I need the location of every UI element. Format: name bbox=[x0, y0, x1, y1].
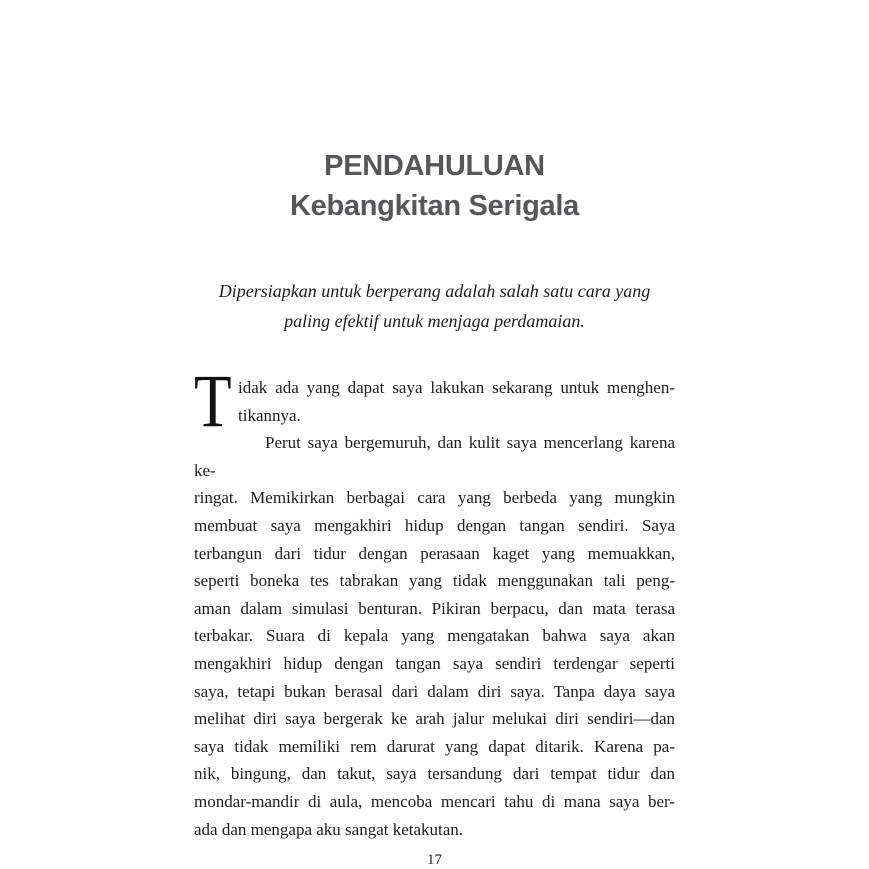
text-line: paling efektif untuk menjaga perdamaian. bbox=[284, 311, 585, 331]
text-line: tikannya. bbox=[238, 405, 301, 425]
text-line: idak ada yang dapat saya lakukan sekarang untuk menghen- bbox=[238, 378, 675, 397]
text-line: seperti boneka tes tabrakan yang tidak menggunakan tali peng- bbox=[194, 571, 675, 591]
chapter-title: Kebangkitan Serigala bbox=[290, 190, 579, 222]
text-line: melihat diri saya bergerak ke arah jalur melukai diri sendiri—dan bbox=[194, 709, 675, 729]
text-line: Dipersiapkan untuk berperang adalah salah satu cara yang bbox=[218, 281, 651, 301]
body-text bbox=[194, 360, 675, 843]
paragraph-opening bbox=[194, 360, 675, 443]
text-line: aman dalam simulasi benturan. Pikiran berpacu, dan mata terasa bbox=[194, 598, 675, 618]
text-line: Perut saya bergemuruh, dan kulit saya mencerlang karena ke- bbox=[194, 433, 675, 480]
chapter-kicker: PENDAHULUAN bbox=[324, 150, 545, 182]
text-line: mengakhiri hidup dengan tangan saya sendiri terdengar seperti bbox=[194, 653, 675, 673]
text-line: nik, bingung, dan takut, saya tersandung dari tempat tidur dan bbox=[194, 764, 675, 784]
text-block bbox=[194, 146, 675, 869]
opening-lines bbox=[194, 360, 675, 443]
text-line: saya, tetapi bukan berasal dari dalam diri saya. Tanpa daya saya bbox=[194, 681, 675, 701]
text-line: mondar-mandir di aula, mencoba mencari tahu di mana saya ber- bbox=[194, 791, 675, 811]
drop-cap: T bbox=[194, 360, 232, 443]
text-line: terbangun dari tidur dengan perasaan kaget yang memuakkan, bbox=[194, 543, 675, 563]
text-line: saya tidak memiliki rem darurat yang dapat ditarik. Karena pa- bbox=[194, 736, 675, 756]
text-line: terbakar. Suara di kepala yang mengatakan bahwa saya akan bbox=[194, 626, 675, 646]
text-line: ringat. Memikirkan berbagai cara yang berbeda yang mungkin bbox=[194, 488, 675, 508]
text-line: ada dan mengapa aku sangat ketakutan. bbox=[194, 819, 464, 839]
paragraph-main bbox=[194, 429, 675, 843]
text-line: membuat saya mengakhiri hidup dengan tangan sendiri. Saya bbox=[194, 515, 675, 535]
page-number: 17 bbox=[427, 852, 442, 869]
epigraph bbox=[194, 276, 675, 336]
